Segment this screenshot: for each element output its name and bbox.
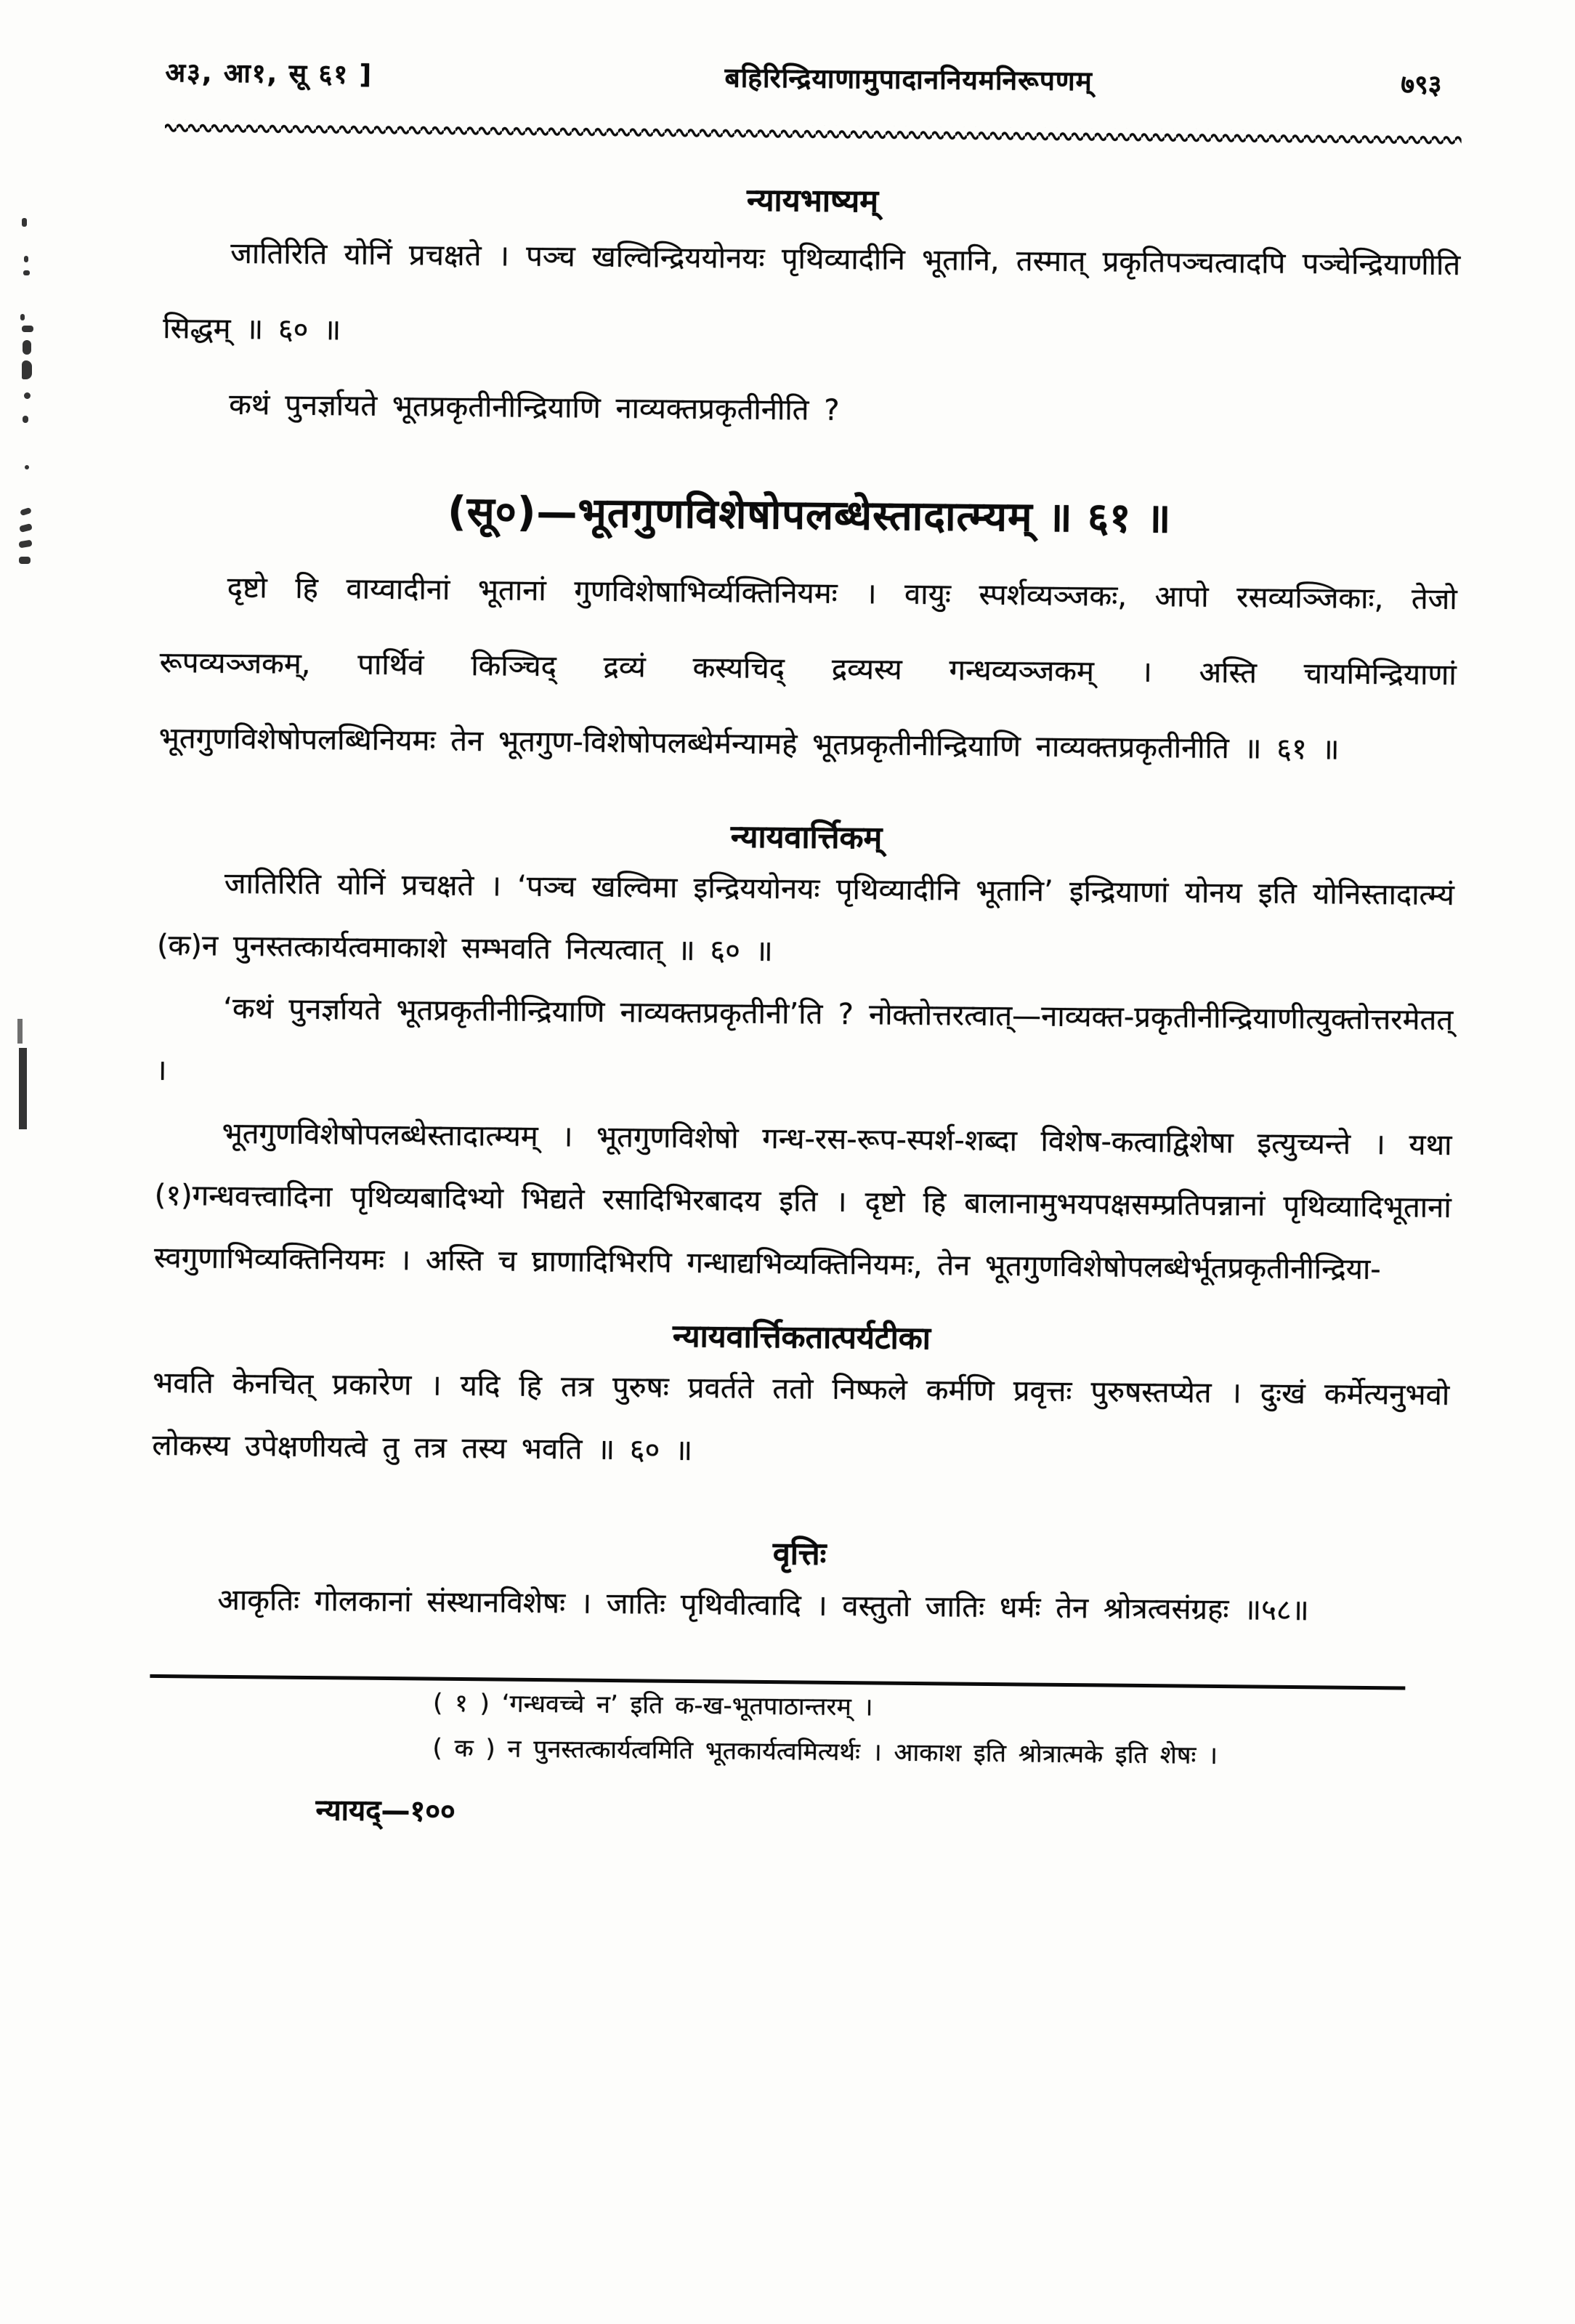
page-number: ७९३ <box>1401 70 1442 100</box>
scan-artifact <box>22 326 33 332</box>
section-heading-vartika: न्यायवार्त्तिकम् <box>730 818 883 857</box>
bhashya-question: कथं पुनर्ज्ञायते भूतप्रकृतीनीन्द्रियाणि नाव्यक्तप्रकृतीनीति ? <box>228 387 840 427</box>
page-header <box>165 52 1462 102</box>
footnote-2: ( क ) न पुनस्तत्कार्यत्वमिति भूतकार्यत्वमित्यर्थः । आकाश इति श्रोत्रात्मके इति शेषः । <box>432 1733 1218 1771</box>
section-heading-vritti: वृत्तिः <box>772 1536 827 1573</box>
printer-signature: न्यायद्—१०० <box>315 1794 456 1828</box>
section-heading-tatparyatika: न्यायवार्त्तिकतात्पर्यटीका <box>672 1318 931 1357</box>
vritti-paragraph: आकृतिः गोलकानां संस्थानविशेषः । जातिः पृथिवीत्वादि । वस्तुतो जातिः धर्मः तेन श्रोत्रत्वसंग्रहः ॥५८॥ <box>217 1583 1309 1628</box>
scan-artifact <box>24 256 28 262</box>
scan-artifact <box>19 523 33 533</box>
scan-artifact <box>19 1048 27 1129</box>
scan-artifact <box>20 507 32 516</box>
scan-artifact <box>23 340 31 355</box>
bhashya-paragraph-1: जातिरिति योनिं प्रचक्षते । पञ्च खल्विन्द्रिययोनयः पृथिव्यादीनि भूतानि, तस्मात् प्रकृतिपञ्चत्वादपि पञ्चेन्द्रियाणीति सिद्धम् ॥ ६० ॥ <box>162 236 1461 347</box>
scan-artifact <box>23 270 30 275</box>
page-content <box>148 42 1462 1843</box>
wavy-rule-graphic <box>165 119 1462 145</box>
folio-reference: अ३, आ१, सू ६१ ] <box>165 57 373 90</box>
vartika-paragraph-3: भूतगुणविशेषोपलब्धेस्तादात्म्यम् । भूतगुणविशेषो गन्ध-रस-रूप-स्पर्श-शब्दा विशेष-कत्वाद्विशेषा इत्युच्यन्ते । यथा (१)गन्धवत्त्वादिना पृथिव्यबादिभ्यो भिद्यते रसादिभिरबादय इति । दृष्टो हि बालानामुभयपक्षसम्प्रतिपन्नानां पृथिव्यादिभूतानां स्वगुणाभिव्यक्तिनियमः । अस्ति च घ्राणादिभिरपि गन्धाद्यभिव्यक्तिनियमः, तेन भूतगुणविशेषोपलब्धेर्भूतप्रकृतीनीन्द्रिया- <box>153 1116 1452 1287</box>
scan-artifact <box>25 465 29 469</box>
running-title: बहिरिन्द्रियाणामुपादाननियमनिरूपणम् <box>724 62 1093 97</box>
scan-artifact <box>19 557 31 564</box>
section-heading-bhashya: न्यायभाष्यम् <box>746 182 879 220</box>
tatparya-paragraph: भवति केनचित् प्रकारेण । यदि हि तत्र पुरुषः प्रवर्तते ततो निष्फले कर्मणि प्रवृत्तः पुरुषस्तप्येत । दुःखं कर्मेत्यनुभवो लोकस्य उपेक्षणीयत्वे तु तत्र तस्य भवति ॥ ६० ॥ <box>152 1365 1450 1468</box>
wavy-rule <box>165 119 1462 145</box>
scan-artifact <box>20 314 25 320</box>
vartika-paragraph-2: ‘कथं पुनर्ज्ञायते भूतप्रकृतीनीन्द्रियाणि नाव्यक्तप्रकृतीनी’ति ? नोक्तोत्तरत्वात्—नाव्यक्त-प्रकृतीनीन्द्रियाणीत्युक्तोत्तरमेतत् । <box>155 991 1454 1088</box>
vartika-paragraph-1: जातिरिति योनिं प्रचक्षते । ‘पञ्च खल्विमा इन्द्रिययोनयः पृथिव्यादीनि भूतानि’ इन्द्रियाणां योनय इति योनिस्तादात्म्यं (क)न पुनस्तत्कार्यत्वमाकाशे सम्भवति नित्यत्वात् ॥ ६० ॥ <box>156 866 1455 969</box>
scan-artifact <box>24 392 31 399</box>
scan-artifact <box>17 1019 23 1044</box>
scan-artifact <box>23 416 28 423</box>
scan-artifact <box>22 360 32 379</box>
scan-artifact <box>18 540 32 549</box>
bhashya-paragraph-2: दृष्टो हि वाय्वादीनां भूतानां गुणविशेषाभिर्व्यक्तिनियमः । वायुः स्पर्शव्यञ्जकः, आपो रसव्यञ्जिकाः, तेजो रूपव्यञ्जकम्, पार्थिवं किञ्चिद् द्रव्यं कस्यचिद् द्रव्यस्य गन्धव्यञ्जकम् । अस्ति चायमिन्द्रियाणां भूतगुणविशेषोपलब्धिनियमः तेन भूतगुण-विशेषोपलब्धेर्मन्यामहे भूतप्रकृतीनीन्द्रियाणि नाव्यक्तप्रकृतीनीति ॥ ६१ ॥ <box>158 570 1457 767</box>
sutra-61: (सू०)—भूतगुणविशेषोपलब्धेस्तादात्म्यम् ॥ ६१ ॥ <box>447 488 1172 543</box>
footnote-1: ( १ ) ‘गन्धवच्चे न’ इति क-ख-भूतपाठान्तरम् । <box>432 1688 873 1722</box>
scan-artifact <box>22 218 27 227</box>
